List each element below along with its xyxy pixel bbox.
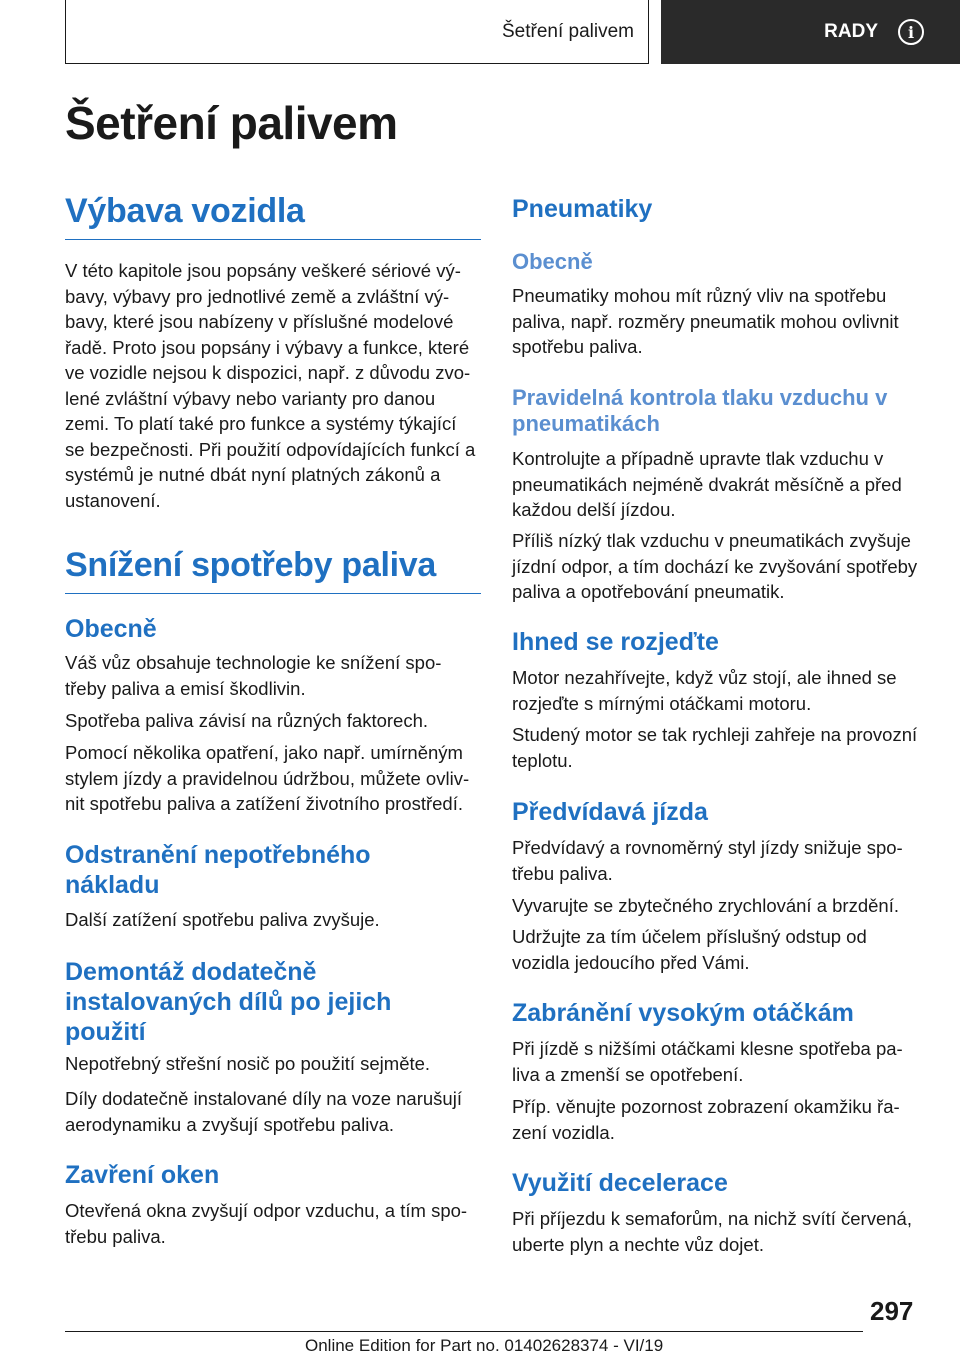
paragraph-demontaz-1 (65, 1051, 485, 1077)
text-line: bavy, které jsou nabízeny v příslušné modelové (65, 311, 454, 332)
text-line: Vyvarujte se zbytečného zrychlování a brzdění. (512, 895, 899, 916)
text-line: rozjeďte s mírnými otáčkami motoru. (512, 692, 812, 714)
text-line: Udržujte za tím účelem příslušný odstup od (512, 926, 867, 947)
paragraph-predvidava-3 (512, 924, 932, 975)
paragraph-predvidava-2 (512, 893, 932, 919)
text-line: uberte plyn a nechte vůz dojet. (512, 1233, 764, 1255)
header-chapter-label: RADY (824, 21, 878, 42)
heading-obecne: Obecně (65, 615, 157, 643)
text-line: ustanovení. (65, 489, 161, 511)
text-line: Díly dodatečně instalované díly na voze narušují (65, 1088, 462, 1109)
text-line: aerodynamiku a zvyšují spotřebu paliva. (65, 1113, 395, 1135)
text-line: třebu paliva. (512, 862, 613, 884)
text-line: Předvídavý a rovnoměrný styl jízdy snižuje spo‐ (512, 837, 903, 858)
text-line: teplotu. (512, 749, 573, 771)
heading-obecne-pneumatiky: Obecně (512, 249, 593, 274)
text-line: Nepotřebný střešní nosič po použití sejměte. (65, 1053, 431, 1074)
text-line: spotřebu paliva. (512, 336, 643, 357)
heading-odstraneni-nakladu: Odstranění nepotřebného nákladu (65, 841, 371, 899)
paragraph-ihned-1 (512, 665, 932, 716)
paragraph-kontrola-2 (512, 528, 932, 605)
text-line: Další zatížení spotřebu paliva zvyšuje. (65, 909, 380, 930)
text-line: třebu paliva. (65, 1225, 166, 1247)
text-line: zení vozidla. (512, 1121, 615, 1143)
footer-divider (65, 1331, 863, 1332)
text-line: vozidla jedoucího před Vámi. (512, 951, 750, 973)
text-line: V této kapitole jsou popsány veškeré sériové vý‐ (65, 260, 461, 281)
heading-pneumatiky: Pneumatiky (512, 195, 653, 223)
text-line: Příliš nízký tlak vzduchu v pneumatikách zvyšuje (512, 530, 911, 551)
text-line: Studený motor se tak rychleji zahřeje na provozní (512, 724, 918, 745)
paragraph-vybava (65, 258, 485, 513)
paragraph-obecne-3 (65, 740, 485, 817)
page-title: Šetření palivem (65, 97, 398, 149)
heading-zabraneni-otackam: Zabránění vysokým otáčkám (512, 999, 854, 1027)
text-line: Příp. věnujte pozornost zobrazení okamžiku řa‐ (512, 1096, 900, 1117)
text-line: pneumatikách nejméně dvakrát měsíčně a před (512, 473, 902, 495)
text-line: Váš vůz obsahuje technologie ke snížení spo‐ (65, 652, 442, 673)
paragraph-zabraneni-2 (512, 1094, 932, 1145)
paragraph-obecne-2 (65, 708, 485, 734)
heading-snizeni-spotreby: Snížení spotřeby paliva (65, 546, 481, 594)
text-line: Pomocí několika opatření, jako např. umírněným (65, 742, 463, 763)
heading-vybava-vozidla: Výbava vozidla (65, 192, 481, 240)
text-line: systémů je nutné dbát nyní platných zákonů a (65, 464, 441, 485)
text-line: Otevřená okna zvyšují odpor vzduchu, a tím spo‐ (65, 1200, 468, 1221)
text-line: se bezpečnosti. Při použití odpovídajících funkcí a (65, 438, 476, 460)
text-line: jízdní odpor, a tím dochází ke zvyšování spotřeby (512, 555, 918, 577)
footer-edition: Online Edition for Part no. 01402628374 - VI/19 (305, 1336, 664, 1355)
heading-predvidava-jizda: Předvídavá jízda (512, 798, 708, 826)
text-line: zemi. To platí také pro funkce a systémy týkající (65, 413, 457, 434)
text-line: paliva, např. rozměry pneumatik mohou ovlivnit (512, 310, 899, 332)
heading-vyuziti-decelerace: Využití decelerace (512, 1169, 728, 1197)
text-line: lené zvláštní výbavy nebo varianty pro danou (65, 387, 436, 409)
heading-demontaz: Demontáž dodatečně instalovaných dílů po jejich použití (65, 958, 392, 1046)
text-line: ve vozidle nejsou k dispozici, např. z důvodu zvo‐ (65, 362, 471, 383)
text-line: Motor nezahřívejte, když vůz stojí, ale ihned se (512, 667, 897, 688)
text-line: Pneumatiky mohou mít různý vliv na spotřebu (512, 285, 887, 306)
paragraph-zavreni (65, 1198, 485, 1249)
text-line: bavy, výbavy pro jednotlivé země a zvláštní vý‐ (65, 285, 450, 307)
text-line: nit spotřebu paliva a zatížení životního prostředí. (65, 793, 463, 814)
info-circle-icon[interactable]: i (898, 19, 924, 45)
text-line: Kontrolujte a případně upravte tlak vzduchu v (512, 448, 884, 469)
text-line: stylem jízdy a pravidelnou údržbou, můžete ovliv‐ (65, 767, 470, 789)
paragraph-kontrola-1 (512, 446, 932, 523)
header-section-title: Šetření palivem (501, 20, 634, 42)
heading-zavreni-oken: Zavření oken (65, 1161, 220, 1189)
paragraph-decelerace (512, 1206, 932, 1257)
text-line: každou delší jízdou. (512, 499, 676, 520)
paragraph-obecne-1 (65, 650, 485, 701)
text-line: Při jízdě s nižšími otáčkami klesne spotřeba pa‐ (512, 1038, 903, 1059)
text-line: Spotřeba paliva závisí na různých faktorech. (65, 710, 428, 731)
text-line: řadě. Proto jsou popsány i výbavy a funkce, které (65, 336, 470, 358)
paragraph-ihned-2 (512, 722, 932, 773)
text-line: paliva a opotřebování pneumatik. (512, 581, 785, 602)
text-line: liva a zmenší se opotřebení. (512, 1063, 744, 1085)
paragraph-demontaz-2 (65, 1086, 485, 1137)
text-line: třeby paliva a emisí škodlivin. (65, 677, 306, 699)
heading-ihned-se-rozjedte: Ihned se rozjeďte (512, 628, 719, 656)
paragraph-odstraneni (65, 907, 485, 933)
text-line: Při příjezdu k semaforům, na nichž svítí červená, (512, 1208, 912, 1229)
page-number: 297 (870, 1296, 914, 1326)
header-section-tab (65, 0, 649, 64)
paragraph-zabraneni-1 (512, 1036, 932, 1087)
header-chapter-tab[interactable] (661, 0, 960, 64)
heading-kontrola-tlaku: Pravidelná kontrola tlaku vzduchu v pneumatikách (512, 385, 888, 436)
paragraph-pneumatiky-obecne (512, 283, 932, 360)
paragraph-predvidava-1 (512, 835, 932, 886)
